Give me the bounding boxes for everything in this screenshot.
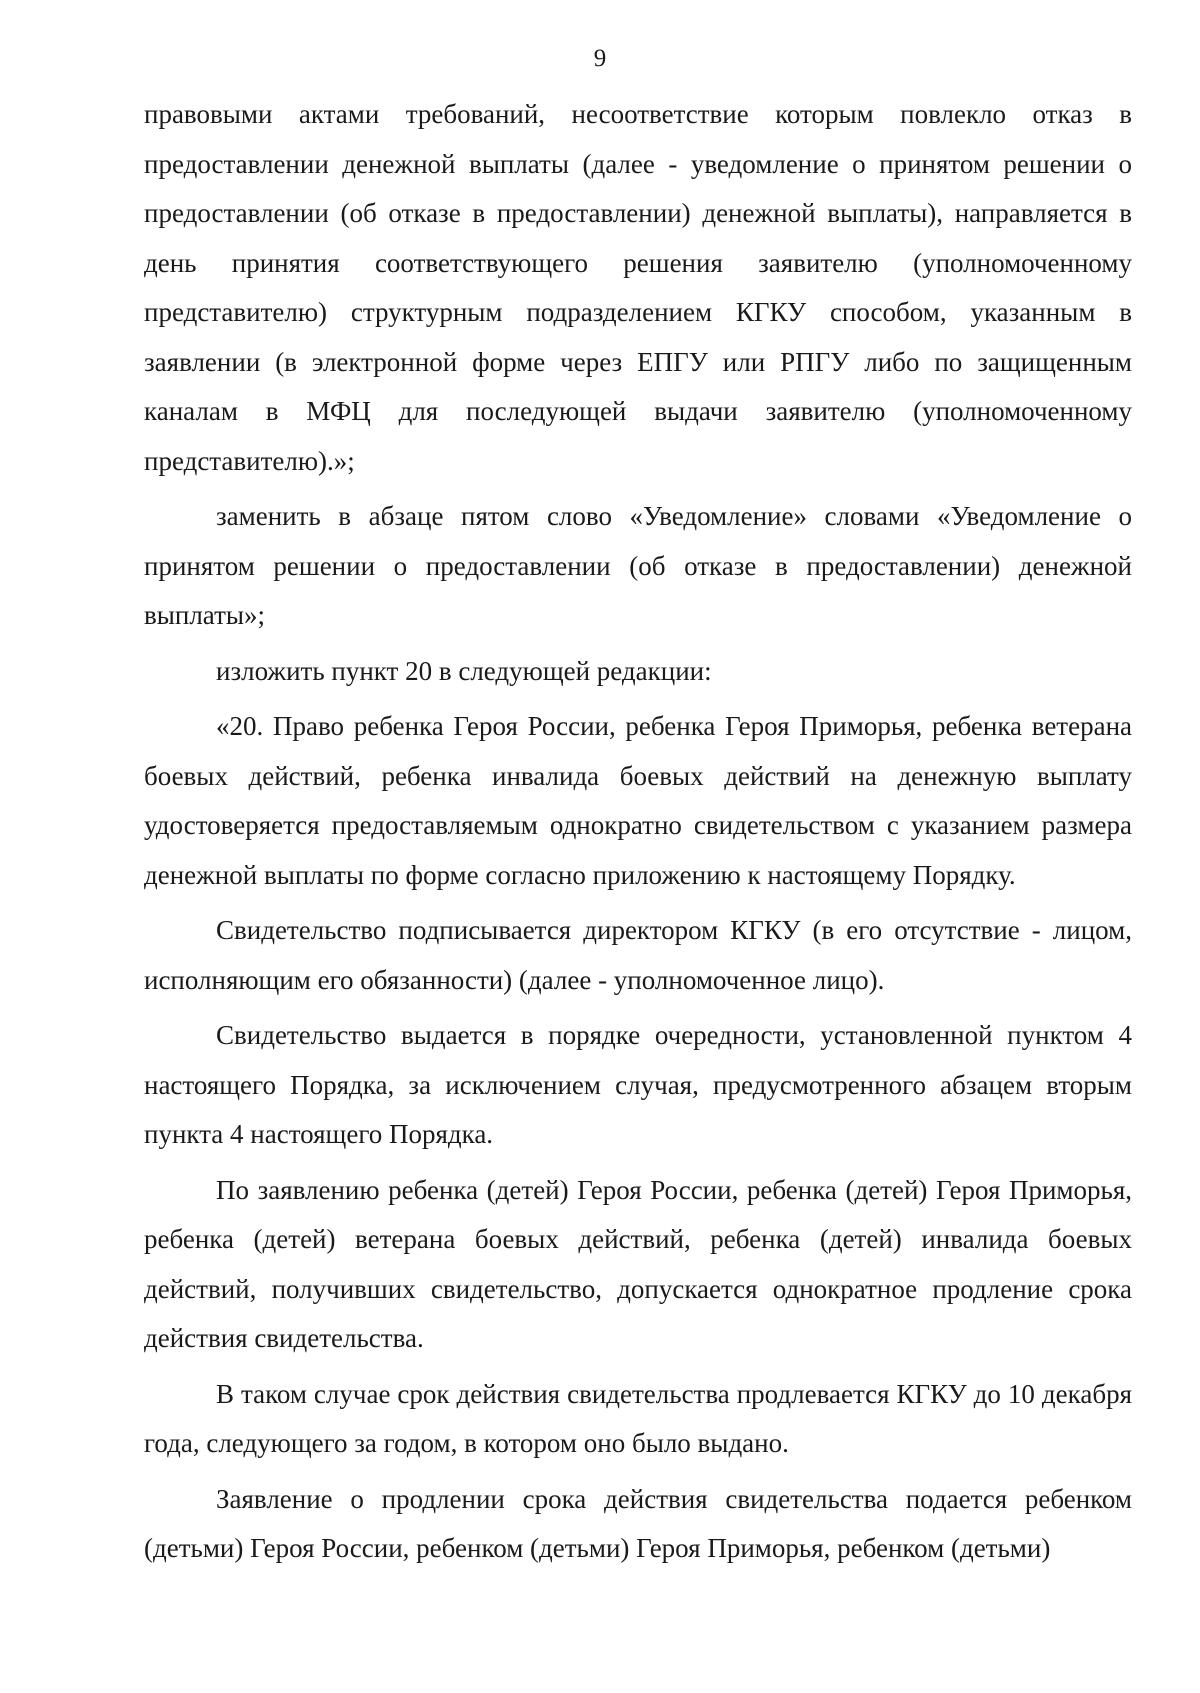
- paragraph-continuation: правовыми актами требований, несоответствие которым повлекло отказ в предоставлении денежной выплаты (далее - уведомление о принятом решении о предоставлении (об отказе в предоставлении) денежной выплаты), направляется в день принятия соответствующего решения заявителю (уполномоченному представителю) структурным подразделением КГКУ способом, указанным в заявлении (в электронной форме через ЕПГУ или РПГУ либо по защищенным каналам в МФЦ для последующей выдачи заявителю (уполномоченному представителю).»;: [144, 99, 1132, 476]
- paragraph-restate-item-20: изложить пункт 20 в следующей редакции:: [216, 655, 712, 686]
- paragraph-extension-application: Заявление о продлении срока действия свидетельства подается ребенком (детьми) Героя России, ребенком (детьми) Героя Приморья, ребенком (детьми): [144, 1483, 1132, 1563]
- document-body: [144, 90, 1132, 1574]
- paragraph-extension-term: В таком случае срок действия свидетельства продлевается КГКУ до 10 декабря года, следующего за годом, в котором оно было выдано.: [144, 1378, 1132, 1458]
- paragraph-replace-word: заменить в абзаце пятом слово «Уведомление» словами «Уведомление о принятом решении о предоставлении (об отказе в предоставлении) денежной выплаты»;: [144, 501, 1132, 630]
- paragraph-certificate-issued: Свидетельство выдается в порядке очередности, установленной пунктом 4 настоящего Порядка, за исключением случая, предусмотренного абзацем вторым пункта 4 настоящего Порядка.: [144, 1020, 1132, 1149]
- paragraph-extension-request: По заявлению ребенка (детей) Героя России, ребенка (детей) Героя Приморья, ребенка (детей) ветерана боевых действий, ребенка (детей) инвалида боевых действий, получивших свидетельство, допускается однократное продление срока действия свидетельства.: [144, 1174, 1132, 1353]
- paragraph-item-20: «20. Право ребенка Героя России, ребенка Героя Приморья, ребенка ветерана боевых действий, ребенка инвалида боевых действий на денежную выплату удостоверяется предоставляемым однократно свидетельством с указанием размера денежной выплаты по форме согласно приложению к настоящему Порядку.: [144, 711, 1132, 890]
- paragraph-certificate-signed: Свидетельство подписывается директором КГКУ (в его отсутствие - лицом, исполняющим его обязанности) (далее - уполномоченное лицо).: [144, 915, 1132, 995]
- page-number: 9: [593, 45, 607, 72]
